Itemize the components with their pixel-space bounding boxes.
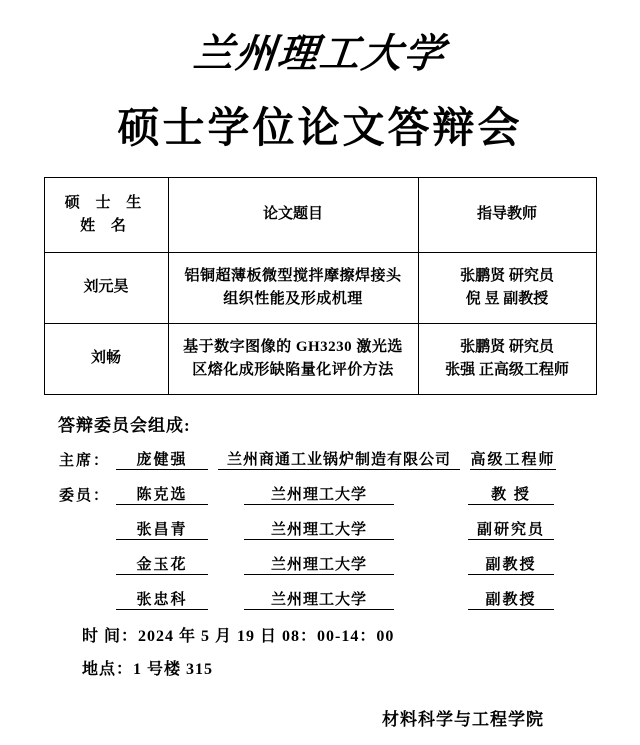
committee-role: 主席： — [58, 453, 110, 469]
committee-member-title: 副教授 — [468, 553, 554, 575]
column-header-topic: 论文题目 — [168, 178, 418, 253]
committee-member-name: 庞健强 — [116, 448, 208, 470]
committee-member-name: 张忠科 — [116, 588, 208, 610]
committee-member-title: 副研究员 — [468, 518, 554, 540]
table-row — [44, 253, 596, 324]
committee-member-name: 陈克选 — [116, 483, 208, 505]
committee-list — [0, 448, 640, 610]
committee-member-org: 兰州理工大学 — [244, 553, 394, 575]
table-header-row — [44, 178, 596, 253]
thesis-topic-line2: 组织性能及形成机理 — [223, 291, 363, 307]
column-header-student-line2: 姓 名 — [80, 218, 132, 234]
committee-member-org: 兰州理工大学 — [244, 518, 394, 540]
table-row — [44, 324, 596, 395]
thesis-topic — [168, 253, 418, 324]
document-page — [0, 22, 640, 745]
committee-member-title: 高级工程师 — [470, 448, 556, 470]
list-item — [0, 588, 640, 610]
list-item — [0, 483, 640, 505]
list-item — [0, 553, 640, 575]
supervisor-line2: 张强 正高级工程师 — [445, 362, 569, 378]
thesis-topic-line1: 基于数字图像的 GH3230 激光选 — [183, 338, 403, 355]
supervisor — [418, 253, 596, 324]
committee-member-name: 张昌青 — [116, 518, 208, 540]
committee-role: 委员： — [58, 488, 110, 504]
committee-heading: 答辩委员会组成: — [58, 416, 191, 435]
defense-place: 地点：1 号楼 315 — [82, 661, 214, 678]
thesis-topic — [168, 324, 418, 395]
committee-member-name: 金玉花 — [116, 553, 208, 575]
list-item — [0, 448, 640, 470]
thesis-topic-line1: 铝铜超薄板微型搅拌摩擦焊接头 — [184, 267, 402, 284]
supervisor-line1: 张鹏贤 研究员 — [460, 338, 554, 355]
committee-member-title: 副教授 — [468, 588, 554, 610]
committee-member-org: 兰州理工大学 — [244, 483, 394, 505]
thesis-topic-line2: 区熔化成形缺陷量化评价方法 — [192, 362, 394, 378]
committee-member-org: 兰州理工大学 — [244, 588, 394, 610]
column-header-supervisor: 指导教师 — [418, 178, 596, 253]
column-header-student-line1: 硕 士 生 — [64, 194, 148, 211]
defense-time: 时 间：2024 年 5 月 19 日 08：00-14：00 — [82, 628, 395, 645]
supervisor-line2: 倪 昱 副教授 — [465, 291, 549, 307]
supervisor — [418, 324, 596, 395]
student-name: 刘畅 — [44, 324, 168, 395]
student-name: 刘元昊 — [44, 253, 168, 324]
page-title: 硕士学位论文答辩会 — [117, 106, 523, 152]
column-header-student — [44, 178, 168, 253]
committee-member-title: 教 授 — [468, 483, 554, 505]
university-name: 兰州理工大学 — [191, 31, 449, 76]
committee-member-org: 兰州商通工业锅炉制造有限公司 — [218, 448, 460, 470]
list-item — [0, 518, 640, 540]
supervisor-line1: 张鹏贤 研究员 — [460, 267, 554, 284]
defense-table — [44, 177, 597, 395]
department-name: 材料科学与工程学院 — [382, 710, 544, 729]
